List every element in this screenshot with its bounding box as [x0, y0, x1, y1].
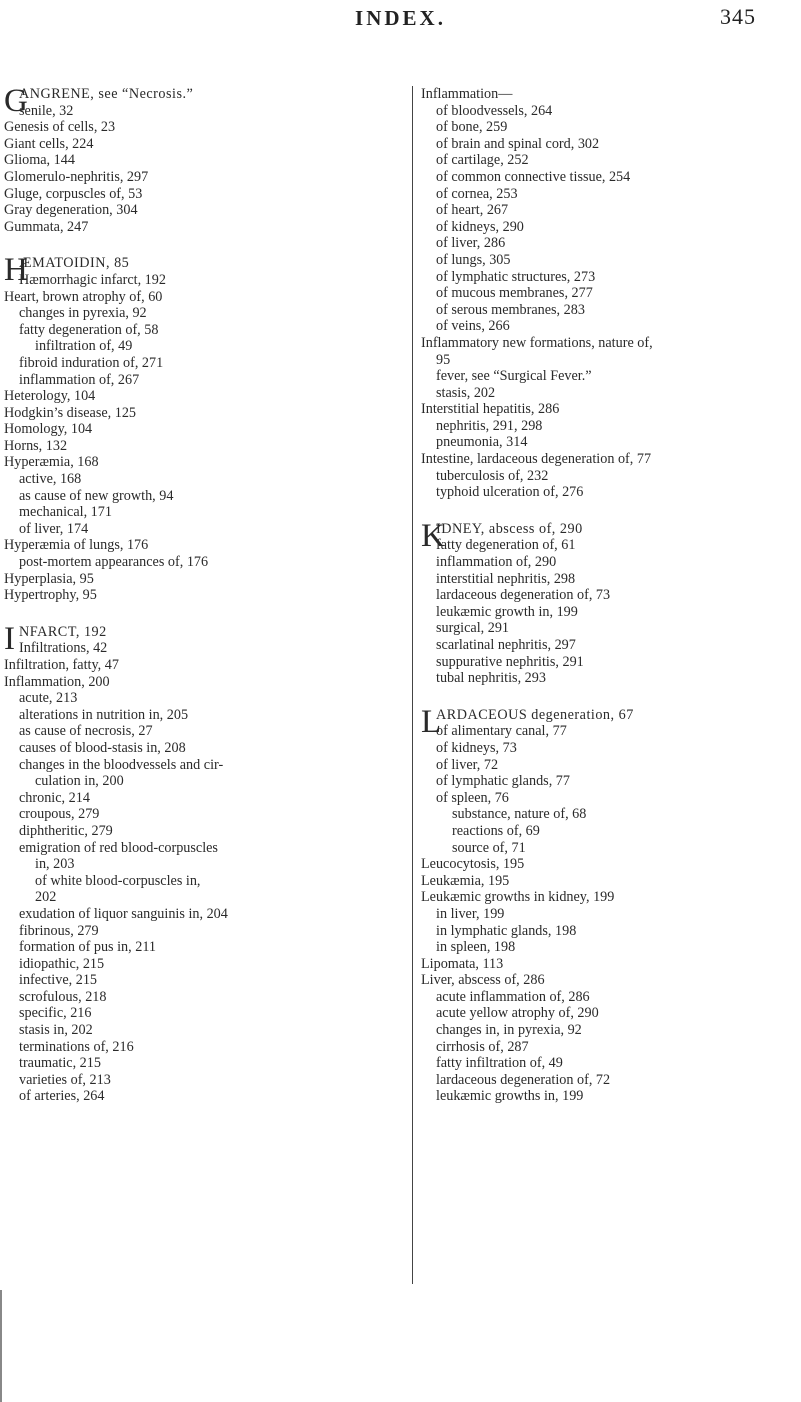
index-entry: tubal nephritis, 293: [436, 670, 546, 687]
index-entry: of cartilage, 252: [436, 152, 529, 169]
index-entry: Homology, 104: [4, 421, 93, 438]
index-entry: as cause of necrosis, 27: [19, 723, 153, 740]
index-entry: substance, nature of, 68: [452, 806, 587, 823]
index-entry: Gray degeneration, 304: [4, 202, 138, 219]
index-entry: in lymphatic glands, 198: [436, 922, 577, 939]
page-header-title: INDEX.: [355, 6, 446, 30]
index-entry: Leukæmia, 195: [421, 872, 510, 889]
section-head-text: ARDACEOUS degeneration, 67: [436, 706, 634, 723]
index-entry: of bloodvessels, 264: [436, 102, 553, 119]
index-entry: Intestine, lardaceous degeneration of, 77: [421, 451, 652, 468]
entry-list-h: [4, 272, 404, 604]
index-entry: changes in pyrexia, 92: [19, 305, 147, 322]
index-entry: idiopathic, 215: [19, 955, 105, 972]
index-entry: of liver, 72: [436, 756, 499, 773]
index-entry: cirrhosis of, 287: [436, 1038, 529, 1055]
column-divider: [412, 86, 413, 1284]
index-entry: of lungs, 305: [436, 251, 511, 268]
index-entry: leukæmic growth in, 199: [436, 603, 578, 620]
index-entry: alterations in nutrition in, 205: [19, 706, 189, 723]
index-entry: Inflammation—: [421, 86, 513, 102]
index-entry: of lymphatic structures, 273: [436, 268, 596, 285]
index-entry: 202: [35, 889, 57, 906]
index-entry: senile, 32: [19, 102, 74, 119]
index-entry: leukæmic growths in, 199: [436, 1088, 584, 1105]
left-column: [4, 83, 404, 1105]
index-entry: nephritis, 291, 298: [436, 417, 543, 434]
index-entry: of arteries, 264: [19, 1088, 105, 1105]
entry-list-k: [421, 537, 797, 686]
index-entry: Inflammation, 200: [4, 673, 110, 690]
index-entry: of kidneys, 290: [436, 218, 524, 235]
index-entry: of brain and spinal cord, 302: [436, 135, 600, 152]
index-entry: Giant cells, 224: [4, 135, 94, 152]
index-entry: of veins, 266: [436, 318, 510, 335]
index-entry: chronic, 214: [19, 789, 90, 806]
index-entry: formation of pus in, 211: [19, 939, 156, 956]
index-entry: Hæmorrhagic infarct, 192: [19, 271, 166, 288]
page-number: 345: [720, 4, 756, 29]
index-entry: Interstitial hepatitis, 286: [421, 401, 560, 418]
index-entry: acute, 213: [19, 690, 78, 707]
index-entry: Infiltrations, 42: [19, 640, 108, 657]
index-entry: fatty infiltration of, 49: [436, 1055, 563, 1072]
index-entry: Hodgkin’s disease, 125: [4, 404, 137, 421]
index-entry: Gummata, 247: [4, 218, 89, 235]
index-entry: as cause of new growth, 94: [19, 487, 174, 504]
index-entry: Leucocytosis, 195: [421, 856, 525, 873]
dropcap-letter: L: [421, 703, 442, 740]
index-entry: Glioma, 144: [4, 152, 75, 169]
index-entry: of liver, 286: [436, 235, 506, 252]
index-entry: typhoid ulceration of, 276: [436, 484, 584, 501]
index-entry: fatty degeneration of, 61: [436, 537, 576, 554]
index-entry: suppurative nephritis, 291: [436, 653, 584, 670]
index-entry: Hyperplasia, 95: [4, 570, 94, 587]
index-entry: in, 203: [35, 856, 75, 873]
index-entry: post-mortem appearances of, 176: [19, 554, 209, 571]
index-entry: Liver, abscess of, 286: [421, 972, 545, 989]
index-entry: in spleen, 198: [436, 939, 516, 956]
index-entry: of liver, 174: [19, 520, 89, 537]
index-entry: Lipomata, 113: [421, 955, 504, 972]
dropcap-letter: K: [421, 517, 445, 554]
entry-list-l: [421, 723, 797, 1105]
index-entry: Inflammatory new formations, nature of,: [421, 334, 653, 351]
index-entry: scarlatinal nephritis, 297: [436, 637, 576, 653]
index-entry: of alimentary canal, 77: [436, 723, 567, 740]
index-entry: of kidneys, 73: [436, 739, 517, 756]
index-entry: Leukæmic growths in kidney, 199: [421, 889, 615, 906]
index-entry: terminations of, 216: [19, 1038, 134, 1055]
index-entry: varieties of, 213: [19, 1071, 111, 1088]
entry-list-i: [4, 640, 404, 1105]
index-entry: emigration of red blood-corpuscles: [19, 839, 218, 856]
index-entry: surgical, 291: [436, 620, 510, 637]
index-entry: source of, 71: [452, 839, 526, 856]
index-entry: fatty degeneration of, 58: [19, 321, 159, 338]
index-entry: Gluge, corpuscles of, 53: [4, 185, 143, 202]
index-entry: of lymphatic glands, 77: [436, 773, 570, 790]
index-entry: of heart, 267: [436, 202, 509, 219]
index-entry: tuberculosis of, 232: [436, 467, 549, 484]
index-entry: specific, 216: [19, 1005, 92, 1022]
index-entry: interstitial nephritis, 298: [436, 570, 576, 587]
index-entry: Hypertrophy, 95: [4, 587, 97, 604]
index-entry: changes in, in pyrexia, 92: [436, 1022, 582, 1039]
index-entry: traumatic, 215: [19, 1055, 101, 1072]
section-head-text: ANGRENE, see “Necrosis.”: [19, 86, 194, 102]
index-entry: Genesis of cells, 23: [4, 119, 116, 136]
index-entry: infiltration of, 49: [35, 338, 133, 355]
index-entry: fever, see “Surgical Fever.”: [436, 368, 592, 385]
index-entry: of spleen, 76: [436, 789, 509, 806]
dropcap-letter: I: [4, 620, 15, 657]
index-entry: Infiltration, fatty, 47: [4, 657, 119, 673]
index-entry: of common connective tissue, 254: [436, 168, 631, 185]
index-entry: causes of blood-stasis in, 208: [19, 739, 186, 756]
dropcap-letter: H: [4, 252, 28, 289]
index-entry: Heterology, 104: [4, 388, 96, 405]
index-entry: of mucous membranes, 277: [436, 285, 593, 302]
index-entry: lardaceous degeneration of, 73: [436, 587, 611, 604]
index-entry: Horns, 132: [4, 437, 68, 454]
section-head-text: IDNEY, abscess of, 290: [436, 520, 583, 537]
index-entry: lardaceous degeneration of, 72: [436, 1071, 611, 1088]
index-entry: croupous, 279: [19, 806, 100, 823]
index-entry: exudation of liquor sanguinis in, 204: [19, 905, 228, 922]
index-entry: culation in, 200: [35, 773, 124, 790]
right-column: [421, 86, 797, 1105]
index-entry: infective, 215: [19, 972, 98, 989]
index-entry: inflammation of, 267: [19, 371, 140, 388]
index-entry: diphtheritic, 279: [19, 822, 113, 839]
entry-list-g: [4, 103, 404, 236]
section-head-text: ÆMATOIDIN, 85: [19, 255, 130, 272]
entry-list-inflammation-cont: [421, 86, 797, 501]
index-entry: stasis, 202: [436, 384, 496, 401]
index-entry: active, 168: [19, 471, 82, 488]
index-entry: scrofulous, 218: [19, 988, 107, 1005]
index-entry: in liver, 199: [436, 905, 505, 922]
binding-edge-line: [0, 1290, 2, 1402]
index-entry: Heart, brown atrophy of, 60: [4, 288, 163, 305]
index-entry: acute yellow atrophy of, 290: [436, 1005, 599, 1022]
index-entry: fibroid induration of, 271: [19, 354, 164, 371]
index-entry: pneumonia, 314: [436, 434, 528, 451]
section-head-text: NFARCT, 192: [19, 623, 107, 640]
index-entry: Glomerulo-nephritis, 297: [4, 168, 149, 185]
index-entry: 95: [436, 351, 451, 368]
index-entry: of serous membranes, 283: [436, 301, 585, 318]
dropcap-letter: G: [4, 83, 28, 119]
index-entry: mechanical, 171: [19, 504, 112, 521]
index-entry: fibrinous, 279: [19, 922, 99, 939]
index-entry: of cornea, 253: [436, 185, 518, 202]
index-entry: of white blood-corpuscles in,: [35, 872, 201, 889]
index-entry: Hyperæmia, 168: [4, 454, 99, 471]
index-entry: inflammation of, 290: [436, 554, 557, 571]
index-entry: reactions of, 69: [452, 822, 540, 839]
index-entry: of bone, 259: [436, 119, 508, 136]
index-entry: Hyperæmia of lungs, 176: [4, 537, 149, 554]
index-entry: acute inflammation of, 286: [436, 988, 590, 1005]
index-entry: changes in the bloodvessels and cir-: [19, 756, 224, 773]
index-entry: stasis in, 202: [19, 1022, 93, 1039]
